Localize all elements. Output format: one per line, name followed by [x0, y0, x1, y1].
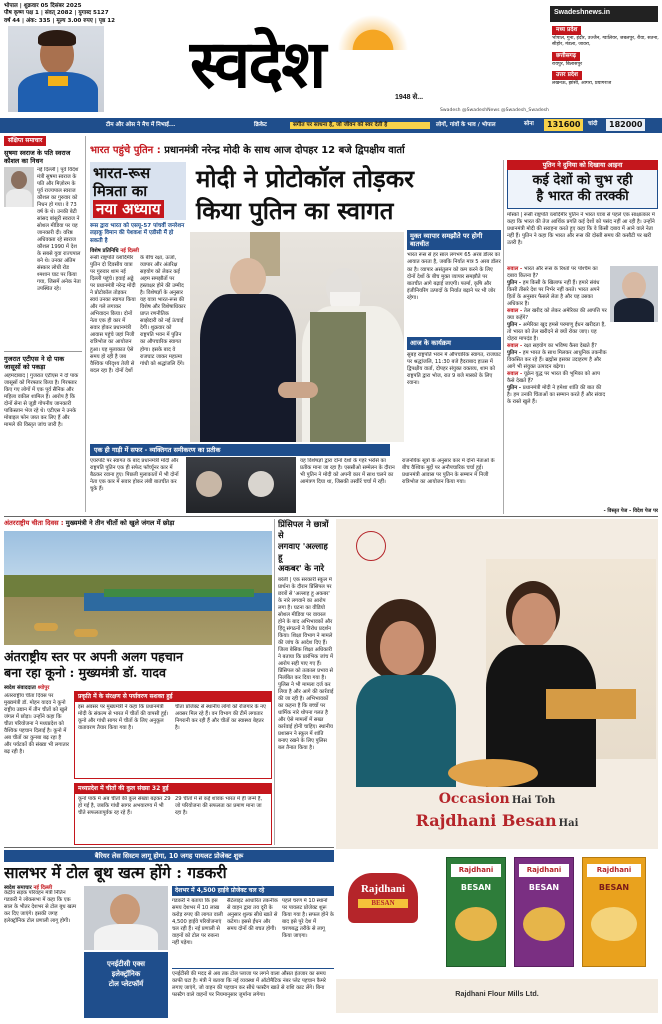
principal-headline-1: प्रिंसिपल ने छात्रों से [278, 519, 329, 540]
qa-text: यूक्रेन युद्ध पर भारत की भूमिका को आप कैसे देखते हैं? [507, 371, 600, 385]
rajdhani-ad[interactable] [336, 519, 658, 1013]
ad-scene [336, 559, 658, 787]
edition-cities-up: लखनऊ, झांसी, आगरा, प्रयागराज [552, 81, 612, 87]
social-text: Swadeshnews.in [554, 9, 611, 16]
qa-label: सवाल - [507, 371, 523, 378]
side-dateline: विशेष प्रतिनिधि [90, 247, 119, 254]
cricketer-photo [8, 26, 104, 112]
principal-headline-2: लगवाए 'अल्लाह हू [278, 541, 328, 562]
toll-col-1: केंद्रीय सड़क परिवहन मंत्री नितिन गडकरी ने लोकसभा में कहा कि एक साल के भीतर देशभर से टोल बूथ खत्म कर दिए जाएंगे। इसकी जगह इलेक्ट्रॉनिक टोल प्रणाली लागू होगी। [4, 890, 77, 925]
principal-headline-3: अकबर' के नारे [278, 563, 325, 573]
ticker-item-4: लोगों, गांवों के भाव / भोपाल [436, 122, 496, 128]
toll-headline: सालभर में टोल बूथ खत्म होंगे : गडकरी [4, 863, 227, 883]
toll-box-title: देशभर में 4,500 हाईवे प्रोजेक्ट चल रहे [172, 886, 334, 896]
ad-brand-line [336, 811, 658, 831]
toll-box-col-1: गडकरी ने बताया कि इस समय देशभर में 10 लाख करोड़ रुपए की लागत वाली 4,500 हाईवे परियोजनाएं चल रही हैं। नई प्रणाली से वाहनों को टोल पर रुकना नहीं पड़ेगा। [172, 898, 223, 947]
kuno-headline-2: बना रहा कूनो : मुख्यमंत्री डॉ. यादव [4, 665, 167, 680]
edition-state-cg: छत्तीसगढ़ [552, 52, 580, 61]
brief-story-1-title: सुषमा स्वराज के पति स्वराज कौशल का निधन [4, 148, 71, 165]
main-headline-line-2: किया पुतिन का स्वागत [196, 196, 394, 225]
qa-text: हम भारत के साथ मिलकर आधुनिक तकनीक विकसित कर रहे हैं। ब्रह्मोस इसका उदाहरण है और आगे भी संयुक्त उत्पादन बढ़ेगा। [507, 350, 607, 371]
toll-box-col-3: पहले चरण में 10 स्थानों पर पायलट प्रोजेक्ट शुरू किया गया है। सफल होने के बाद इसे पूरे देश में चरणबद्ध तरीके से लागू किया जाएगा। [282, 898, 334, 940]
side-headline-1: भारत-रूस [93, 164, 151, 182]
side-story [90, 162, 186, 442]
brief-story-1-body: नई दिल्ली | पूर्व विदेश मंत्री सुषमा स्वराज के पति और मिज़ोरम के पूर्व राज्यपाल स्वराज कौशल का गुरुवार को निधन हो गया। वे 73 वर्ष के थे। उनकी बेटी सांसद बांसुरी स्वराज ने सोशल मीडिया पर यह जानकारी दी। वरिष्ठ अधिवक्ता रहे स्वराज कौशल 1990 में देश के सबसे युवा राज्यपाल बने थे। उनका अंतिम संस्कार लोधी रोड श्मशान घाट पर किया गया, जिसमें अनेक नेता उपस्थित रहे। [37, 166, 81, 292]
ad-pack-1 [446, 857, 506, 967]
divider [274, 519, 275, 845]
side-subhead: रूस द्वारा भारत को एसयू-57 पांचवीं जनरेशन लड़ाकू विमान की पेशकश में एडीसी मैं हो सकती है [90, 223, 185, 244]
ad-brand-badge [348, 873, 418, 923]
qa-label: पुतिन - [507, 385, 522, 392]
qa-list [507, 266, 607, 406]
ad-company: Rajdhani Flour Mills Ltd. [455, 989, 539, 998]
ad-badge [356, 531, 386, 561]
divider [4, 847, 334, 848]
silver-label: चांदी [588, 121, 598, 127]
ad-pack-3-sub: BESAN [598, 882, 630, 892]
modi-putin-photo [190, 232, 404, 442]
qa-item [507, 308, 607, 322]
logo [190, 14, 450, 106]
ad-pack-3 [582, 857, 646, 967]
kuno-box-1-col-2: चीता प्रोजेक्ट से स्थानीय लोगों को रोजगार के नए अवसर मिल रहे हैं। वन विभाग की टीमें लगातार निगरानी कर रही हैं और चीतों का स्वास्थ्य बेहतर है। [175, 704, 266, 732]
qa-text: प्रधानमंत्री मोदी ने हमेशा शांति की बात की है। हम उनकी चिंताओं का सम्मान करते हैं और संवाद के रास्ते खुले हैं। [507, 385, 606, 406]
qa-label: सवाल - [507, 266, 523, 272]
edition-line-2: पौष कृष्ण पक्ष 1 | संवत् 2082 | युगाब्द 5127 [4, 10, 109, 17]
gold-label: सोना [524, 121, 534, 127]
kuno-col-1: अंतरराष्ट्रीय चीता दिवस पर मुख्यमंत्री डॉ. मोहन यादव ने कूनो राष्ट्रीय उद्यान में तीन चीतों को खुले जंगल में छोड़ा। उन्होंने कहा कि चीता परियोजना ने मध्यप्रदेश को वैश्विक पहचान दिलाई है। कूनो में अब चीतों का कुनबा बढ़ रहा है और पर्यटकों की संख्या भी लगातार बढ़ रही है। [4, 693, 69, 756]
toll-box-wide: एनईटीसी की मदद से अब तक टोल प्लाजा पर लगने वाला औसत इंतजार का समय काफी घटा है। मंत्री ने बताया कि नई व्यवस्था में ऑटोमैटिक नंबर प्लेट पहचान कैमरे लगाए जाएंगे, जो वाहन की पहचान कर सीधे फास्टैग खाते से राशि काट लेंगे। बिना फास्टैग वाले वाहनों पर नियमानुसार जुर्माना लगेगा। [172, 968, 334, 1018]
ad-tagline-word-2: Hai Toh [511, 795, 556, 806]
ticker-item-1: टीम और ओस ने मैच में निभाई... [106, 122, 176, 128]
social-handles: Swadesh @SwadeshNews @Swadesh_Swadesh [440, 108, 549, 113]
program-body: सुबह राष्ट्रपति भवन में औपचारिक स्वागत, राजघाट पर श्रद्धांजलि, 11:30 बजे हैदराबाद हाउस में द्विपक्षीय वार्ता, दोपहर संयुक्त वक्तव्य, शाम को राष्ट्रपति द्वारा भोज, रात 9 बजे मास्को के लिए रवाना। [407, 351, 501, 386]
ad-tagline-word-1: Occasion [438, 791, 510, 807]
strip-label: एक ही गाड़ी में सफर - व्यक्तिगत समीकरण का प्रतीक [90, 444, 390, 456]
toll-dateline: स्वदेश समाचार [4, 885, 32, 892]
side-body: रूसी राष्ट्रपति व्लादिमीर पुतिन दो दिवसीय यात्रा पर गुरुवार शाम नई दिल्ली पहुंचे। हवाई अड्डे पर प्रधानमंत्री नरेन्द्र मोदी ने प्रोटोकॉल तोड़कर स्वयं उनका स्वागत किया और गले लगाकर अभिवादन किया। दोनों नेता एक ही कार में सवार होकर प्रधानमंत्री आवास पहुंचे जहां निजी रात्रिभोज का आयोजन हुआ। यह मुलाकात ऐसे समय हो रही है जब वैश्विक परिदृश्य तेजी से बदल रहा है। दोनों देशों के बीच रक्षा, ऊर्जा, व्यापार और अंतरिक्ष सहयोग को लेकर कई अहम समझौतों पर हस्ताक्षर होने की उम्मीद है। विशेषज्ञों के अनुसार यह यात्रा भारत-रूस की विशेष और विशेषाधिकार प्राप्त रणनीतिक साझेदारी को नई ऊंचाई देगी। शुक्रवार को राष्ट्रपति भवन में पुतिन का औपचारिक स्वागत होगा। इसके बाद वे राजघाट जाकर महात्मा गांधी को श्रद्धांजलि देंगे। [90, 255, 186, 374]
ticker-bar [0, 118, 662, 133]
kuno-box-1-col-1: इस अवसर पर मुख्यमंत्री ने कहा कि प्रधानमंत्री मोदी के संकल्प से भारत में चीतों की वापसी हुई। कूनो और गांधी सागर में चीतों के लिए अनुकूल वातावरण तैयार किया गया है। [78, 704, 169, 732]
toll-box [172, 886, 334, 1018]
ad-badge-sub: BESAN [358, 899, 408, 908]
principal-story [278, 519, 334, 845]
edition-state-mp: मध्य प्रदेश [552, 26, 581, 35]
brief-story-2-body: अहमदाबाद | गुजरात एटीएस ने दो पाक जासूसों को गिरफ्तार किया है। गिरफ्तार किए गए लोगों में एक पूर्व सैनिक और महिला वकील शामिल हैं। आरोप है कि दोनों सेना से जुड़ी गोपनीय जानकारी पाकिस्तान भेज रहे थे। एटीएस ने उनके मोबाइल फोन जब्त कर लिए हैं और मामले की विस्तृत जांच जारी है। [4, 372, 79, 428]
toll-photo-caption [84, 952, 168, 1018]
trade-body: भारत रूस से हर साल लगभग 65 अरब डॉलर का आयात करता है, जबकि निर्यात मात्र 5 अरब डॉलर का है। व्यापार असंतुलन को कम करने के लिए दोनों देशों के बीच मुक्त व्यापार समझौते पर बातचीत आगे बढ़ाई जाएगी। फार्मा, कृषि और इंजीनियरिंग उत्पादों के निर्यात बढ़ाने पर भी जोर रहेगा। [407, 252, 501, 301]
toll-box-col-2: सैटेलाइट आधारित तकनीक से वाहन द्वारा तय दूरी के अनुसार शुल्क सीधे खाते से कटेगा। इससे ईंधन और समय दोनों की बचत होगी। [227, 898, 278, 933]
kuno-box-1-title: प्रकृति में के संरक्षण से पर्यावरण सशक्त हुई [75, 692, 271, 702]
qa-item [507, 266, 607, 280]
toll-caption-2: इलेक्ट्रॉनिक [111, 969, 141, 978]
toll-caption-3: टोल प्लेटफॉर्म [108, 979, 144, 988]
ad-pack-2-brand: Rajdhani [519, 864, 569, 877]
brief-news-title: संक्षिप्त समाचार [4, 136, 46, 146]
qa-label: पुतिन - [507, 280, 522, 287]
kicker-lead: भारत पहुंचे पुतिन : [90, 145, 161, 156]
side-dateline-city: नई दिल्ली [120, 247, 139, 254]
ad-pack-2-sub: BESAN [528, 882, 560, 892]
strip-col-1: एयरपोर्ट पर स्वागत के बाद प्रधानमंत्री मोदी और राष्ट्रपति पुतिन एक ही सफेद फॉर्च्यूनर कार में बैठकर रवाना हुए। पिछली मुलाकातों में भी दोनों नेता एक कार में सवार होकर लंबी बातचीत कर चुके हैं। [90, 458, 179, 493]
swaraj-kaushal-photo [4, 167, 34, 207]
divider [85, 136, 86, 512]
brief-story-2-title: गुजरात एटीएस ने दो पाक जासूसों को पकड़ा [4, 351, 82, 371]
kuno-box-2-col-2: 29 चीतों में से कई शावक भारत में ही जन्मे हैं, जो परियोजना की सफलता का प्रमाण माना जा रहा है। [175, 796, 263, 817]
right-headline-1: कई देशों को चुभ रही [532, 173, 633, 188]
edition-info [4, 3, 164, 25]
social-handle[interactable] [550, 6, 658, 22]
principal-body: बरेली | एक सरकारी स्कूल में प्रार्थना के दौरान प्रिंसिपल पर छात्रों से 'अल्लाह हू अकबर' के नारे लगवाने का आरोप लगा है। घटना का वीडियो सोशल मीडिया पर वायरल होने के बाद अभिभावकों और हिंदू संगठनों ने विरोध प्रदर्शन किया। शिक्षा विभाग ने मामले की जांच के आदेश दिए हैं। जिला बेसिक शिक्षा अधिकारी ने बताया कि प्रारंभिक जांच में आरोप सही पाए गए हैं। प्रिंसिपल को तत्काल प्रभाव से निलंबित कर दिया गया है। पुलिस ने भी मामला दर्ज कर लिया है और आगे की कार्रवाई की जा रही है। अभिभावकों का कहना है कि बच्चों पर धार्मिक नारे थोपना गलत है और ऐसे मामलों में सख्त कार्रवाई होनी चाहिए। स्थानीय प्रशासन ने स्कूल में शांति बनाए रखने के लिए पुलिस बल तैनात किया है। [278, 577, 334, 752]
putin-photo [610, 266, 658, 322]
ad-pack-1-brand: Rajdhani [451, 864, 501, 877]
kuno-box-2-col-1: कूनो पार्क में अब चीतों की कुल संख्या बढ़कर 29 हो गई है, जबकि गांधी सागर अभयारण्य में भी चीते सफलतापूर्वक रह रहे हैं। [78, 796, 171, 817]
logo-text: स्वदेश [190, 25, 325, 103]
masthead [0, 0, 662, 118]
ad-products [336, 849, 658, 979]
strip-col-3: राजनयिक सूत्रों के अनुसार कार में दोनों नेताओं के बीच वैश्विक मुद्दों पर अनौपचारिक चर्चा हुई। प्रधानमंत्री आवास पर पुतिन के सम्मान में निजी रात्रिभोज का आयोजन किया गया। [402, 458, 495, 486]
silver-value: 182000 [606, 119, 645, 131]
gadkari-photo [84, 886, 168, 950]
ad-badge-brand: Rajdhani [360, 883, 406, 895]
qa-text: तेल खरीद को लेकर अमेरिका की आपत्ति पर क्या कहेंगे? [507, 308, 607, 322]
main-headline-line-1: मोदी ने प्रोटोकॉल तोड़कर [196, 164, 415, 193]
ad-brand-text: Rajdhani Besan [415, 811, 557, 830]
ad-tagline [336, 791, 658, 809]
qa-item [507, 385, 607, 406]
ticker-item-3: संगीत पर साधना है, जो जीवन को स्वर देती है [290, 122, 430, 129]
ad-pack-2 [514, 857, 574, 967]
qa-label: पुतिन - [507, 322, 522, 329]
right-footer: - विस्तृत पेज - विदेश पेज पर [603, 507, 658, 514]
side-headline-2: मित्रता का [93, 182, 148, 200]
kicker-rest: प्रधानमंत्री नरेन्द्र मोदी के साथ आज दोपहर 12 बजे द्विपक्षीय वार्ता [164, 145, 405, 156]
kuno-kicker: अंतरराष्ट्रीय चीता दिवस : [4, 519, 64, 527]
kuno-story [4, 519, 272, 845]
cheetah-photo [4, 531, 272, 645]
qa-item [507, 322, 607, 343]
kuno-dateline: स्वदेश संवाददाता [4, 685, 36, 691]
trade-title: मुक्त व्यापार समझौते पर होगी बातचीत [407, 230, 501, 250]
kuno-box-2-title: मध्यप्रदेश में चीतों की कुल संख्या 32 हुई [75, 784, 271, 794]
edition-state-up: उत्तर प्रदेश [552, 71, 582, 80]
edition-line-1: भोपाल | शुक्रवार 05 दिसंबर 2025 [4, 3, 82, 9]
qa-text: हम किसी के खिलाफ नहीं हैं। हमारे संबंध किसी तीसरे देश पर निर्भर नहीं करते। भारत अपने हितों के अनुसार फैसले लेता है और यह उसका अधिकार है। [507, 280, 600, 308]
toll-dateline-city: नई दिल्ली [33, 885, 53, 892]
qa-item [507, 371, 607, 385]
qa-text: रक्षा सहयोग का भविष्य कैसा देखते हैं? [523, 343, 597, 350]
main-headline [196, 163, 496, 227]
strip-col-2: यह विशेषज्ञों द्वारा दोनों देशों के गहरे भरोसे का प्रतीक माना जा रहा है। एससीओ सम्मेलन के दौरान भी पुतिन ने मोदी को अपनी कार में साथ चलने का आमंत्रण दिया था, जिसकी तस्वीरें चर्चा में रहीं। [300, 458, 395, 486]
editions-list [552, 26, 660, 91]
top-story-kicker [90, 145, 500, 158]
qa-item [507, 280, 607, 308]
car-strip [90, 444, 502, 514]
right-body: मॉस्को | रूसी राष्ट्रपति व्लादिमीर पुतिन ने भारत यात्रा से पहले एक साक्षात्कार में कहा कि भारत की तेज आर्थिक प्रगति कई देशों को पसंद नहीं आ रही है। उन्होंने प्रधानमंत्री मोदी की सराहना करते हुए कहा कि वे किसी दबाव में आने वाले नेता नहीं हैं। पुतिन ने कहा कि भारत और रूस की दोस्ती समय की कसौटी पर खरी उतरी है। [507, 212, 655, 247]
qa-item [507, 350, 607, 371]
toll-caption-1: एनईटीसी एक्स [107, 960, 145, 968]
right-headline-2: है भारत की तरक्की [536, 189, 629, 204]
kuno-headline-1: अंतराष्ट्रीय स्तर पर अपनी अलग पहचान [4, 649, 183, 664]
kuno-dateline-city: श्योपुर [37, 685, 50, 691]
edition-line-3: वर्ष 44 | अंक: 335 | मूल्य 3.00 रुपए | पृष्ठ 12 [4, 17, 115, 24]
qa-label: सवाल - [507, 343, 523, 350]
divider [4, 516, 658, 517]
ad-brand-suffix: Hai [558, 818, 579, 829]
ad-pack-3-brand: Rajdhani [587, 864, 641, 877]
ad-pack-1-sub: BESAN [460, 882, 492, 892]
side-headline-3: नया अध्याय [93, 200, 164, 218]
qa-label: सवाल - [507, 308, 523, 315]
since-label: 1948 से... [395, 94, 424, 101]
program-title: आज के कार्यक्रम [407, 337, 501, 349]
trade-box [407, 230, 501, 442]
left-column [4, 136, 82, 512]
qa-text: अमेरिका खुद हमसे परमाणु ईंधन खरीदता है, तो भारत को तेल खरीदने से क्यों रोका जाए। यह दोहरा मापदंड है। [507, 322, 606, 343]
right-kicker: पुतिन ने दुनिया को दिखाया आइना [507, 160, 658, 170]
kuno-box-1 [74, 691, 272, 779]
edition-cities-cg: रायपुर, बिलासपुर [552, 61, 583, 67]
gold-value: 131600 [544, 119, 583, 131]
divider [503, 160, 504, 514]
sun-icon [338, 14, 408, 50]
kuno-kicker-rest: मुख्यमंत्री ने तीन चीतों को खुले जंगल में छोड़ा [65, 519, 175, 527]
qa-label: पुतिन - [507, 350, 522, 357]
car-photo [186, 457, 296, 513]
right-story [507, 160, 658, 514]
edition-cities-mp: भोपाल, गुना, इंदौर, उज्जैन, ग्वालियर, जबलपुर, रीवा, सतना, सीहोर, मंडला, जावरा, [552, 36, 659, 48]
qa-text: भारत और रूस के रिश्तों पर पश्चिम का दबाव कितना है? [507, 266, 598, 280]
toll-story [4, 850, 334, 1020]
ticker-item-2: क्रिकेट [254, 122, 267, 128]
toll-kicker: बैरियर लेस सिस्टम लागू होगा, 10 जगह पायलट प्रोजेक्ट शुरू [4, 850, 334, 862]
kuno-box-2 [74, 783, 272, 845]
